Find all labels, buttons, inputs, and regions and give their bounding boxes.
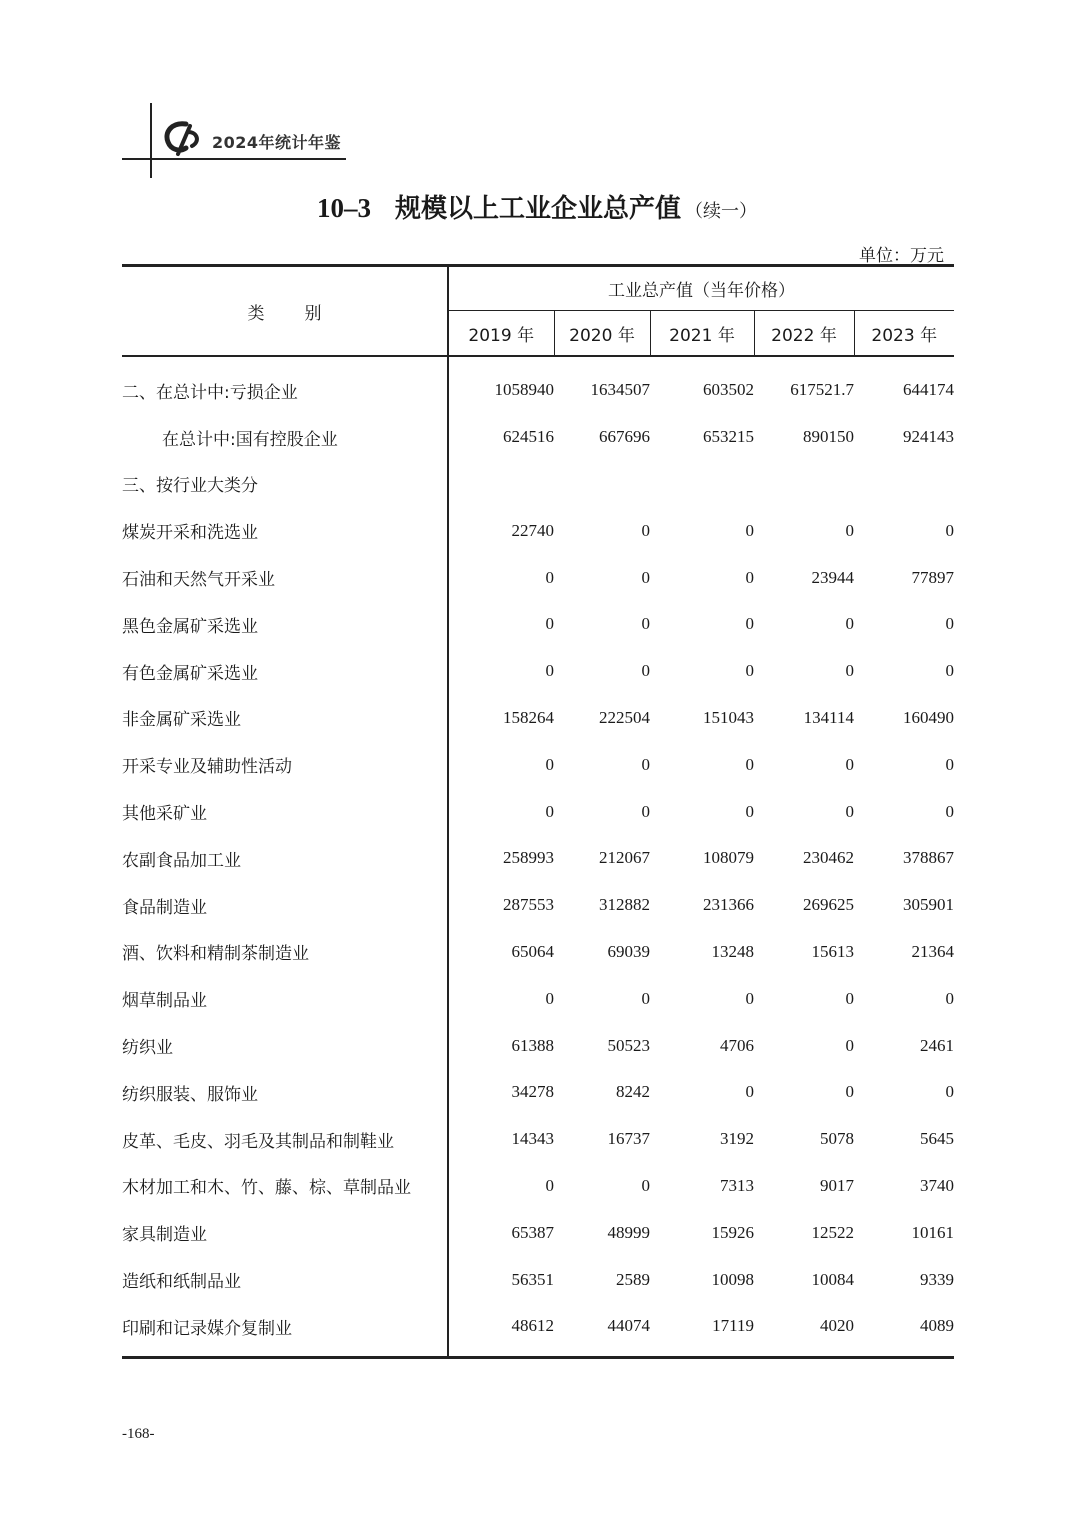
table-row xyxy=(122,1209,954,1256)
row-value: 0 xyxy=(545,754,554,774)
row-value: 7313 xyxy=(720,1175,754,1195)
category-header: 类别 xyxy=(122,266,448,357)
row-value: 5078 xyxy=(820,1129,854,1149)
row-value: 2461 xyxy=(920,1035,955,1055)
row-value: 4089 xyxy=(920,1316,955,1336)
row-category: 农副食品加工业 xyxy=(122,835,448,882)
table-continuation: （续一） xyxy=(685,201,757,222)
row-value: 0 xyxy=(545,988,554,1008)
row-value: 0 xyxy=(745,567,754,587)
row-category: 非金属矿采选业 xyxy=(122,695,448,742)
row-value: 1634507 xyxy=(590,380,650,400)
table-row xyxy=(122,601,954,648)
row-value: 378867 xyxy=(903,848,955,868)
row-value: 61388 xyxy=(511,1035,554,1055)
row-value: 14343 xyxy=(511,1129,554,1149)
row-value: 2589 xyxy=(616,1269,650,1289)
row-category: 木材加工和木、竹、藤、棕、草制品业 xyxy=(122,1163,448,1210)
row-value: 0 xyxy=(745,1082,754,1102)
row-category: 皮革、毛皮、羽毛及其制品和制鞋业 xyxy=(122,1116,448,1163)
table-row xyxy=(122,1256,954,1303)
table-row xyxy=(122,788,954,835)
row-value: 160490 xyxy=(903,707,955,727)
row-category: 造纸和纸制品业 xyxy=(122,1256,448,1303)
row-value: 212067 xyxy=(599,848,650,868)
row-value: 16737 xyxy=(607,1129,650,1149)
row-value: 0 xyxy=(641,520,650,540)
row-value: 0 xyxy=(945,801,955,821)
row-value: 0 xyxy=(545,801,554,821)
row-category: 纺织服装、服饰业 xyxy=(122,1069,448,1116)
row-value: 4020 xyxy=(820,1316,854,1336)
row-value: 0 xyxy=(641,988,650,1008)
row-value: 924143 xyxy=(903,427,955,447)
row-value: 134114 xyxy=(803,707,854,727)
row-value: 9017 xyxy=(820,1175,854,1195)
row-category: 二、在总计中:亏损企业 xyxy=(122,356,448,414)
row-value: 44074 xyxy=(607,1316,650,1336)
row-value: 890150 xyxy=(803,427,854,447)
table-row xyxy=(122,414,954,461)
row-category: 食品制造业 xyxy=(122,882,448,929)
row-value: 23944 xyxy=(811,567,854,587)
row-value: 0 xyxy=(845,754,854,774)
table-row xyxy=(122,507,954,554)
row-value: 0 xyxy=(945,1082,955,1102)
table-row xyxy=(122,554,954,601)
row-value: 15613 xyxy=(811,941,854,961)
group-header: 工业总产值（当年价格） xyxy=(448,266,954,311)
row-value: 17119 xyxy=(712,1316,754,1336)
row-category: 印刷和记录媒介复制业 xyxy=(122,1303,448,1357)
row-value: 0 xyxy=(945,754,955,774)
row-value: 65387 xyxy=(511,1222,554,1242)
row-category: 石油和天然气开采业 xyxy=(122,554,448,601)
row-value: 151043 xyxy=(703,707,754,727)
row-category: 黑色金属矿采选业 xyxy=(122,601,448,648)
row-value: 312882 xyxy=(599,895,650,915)
table-row xyxy=(122,1163,954,1210)
row-value: 0 xyxy=(845,614,854,634)
row-category: 其他采矿业 xyxy=(122,788,448,835)
row-value: 0 xyxy=(745,614,754,634)
row-value xyxy=(448,461,554,508)
row-value: 10161 xyxy=(911,1222,955,1242)
row-value: 0 xyxy=(745,801,754,821)
row-value: 0 xyxy=(845,520,854,540)
row-value: 0 xyxy=(845,988,854,1008)
yearbook-logo-icon xyxy=(160,118,204,158)
year-header: 2020 年 xyxy=(554,311,650,357)
row-value: 0 xyxy=(545,661,554,681)
table-row xyxy=(122,1303,954,1357)
year-header: 2023 年 xyxy=(854,311,954,357)
row-value: 48612 xyxy=(511,1316,554,1336)
table-title: 规模以上工业企业总产值 xyxy=(394,194,681,224)
row-value xyxy=(854,461,954,508)
row-value: 0 xyxy=(745,661,754,681)
table-row xyxy=(122,1069,954,1116)
row-category: 有色金属矿采选业 xyxy=(122,648,448,695)
row-value: 10098 xyxy=(711,1269,754,1289)
row-value: 222504 xyxy=(599,707,650,727)
row-category: 纺织业 xyxy=(122,1022,448,1069)
row-value: 0 xyxy=(945,614,955,634)
row-value: 0 xyxy=(845,1082,854,1102)
row-value: 667696 xyxy=(599,427,650,447)
header-rule-horizontal xyxy=(122,158,346,160)
row-value: 65064 xyxy=(511,941,554,961)
row-value: 0 xyxy=(745,988,754,1008)
row-value: 56351 xyxy=(511,1269,554,1289)
table-number: 10–3 xyxy=(316,193,371,223)
row-value: 9339 xyxy=(920,1269,955,1289)
row-value: 1058940 xyxy=(494,380,554,400)
table-row xyxy=(122,741,954,788)
row-value: 0 xyxy=(845,1035,854,1055)
row-value: 0 xyxy=(745,754,754,774)
row-value: 0 xyxy=(745,520,754,540)
row-value: 0 xyxy=(641,661,650,681)
table-row xyxy=(122,695,954,742)
row-value: 69039 xyxy=(607,941,650,961)
row-value: 158264 xyxy=(503,707,554,727)
row-category: 在总计中:国有控股企业 xyxy=(122,414,448,461)
row-value xyxy=(554,461,650,508)
table-row xyxy=(122,835,954,882)
row-value: 50523 xyxy=(607,1035,650,1055)
unit-label: 单位：万元 xyxy=(859,246,944,266)
row-value: 258993 xyxy=(503,848,554,868)
row-value: 644174 xyxy=(903,380,955,400)
year-header: 2021 年 xyxy=(650,311,754,357)
table-row xyxy=(122,929,954,976)
row-value: 34278 xyxy=(511,1082,554,1102)
row-value: 231366 xyxy=(703,895,754,915)
row-value xyxy=(754,461,854,508)
row-value: 603502 xyxy=(703,380,754,400)
row-value: 269625 xyxy=(803,895,854,915)
table-row xyxy=(122,975,954,1022)
header-rule-vertical xyxy=(150,103,152,178)
row-value: 3192 xyxy=(720,1129,754,1149)
table-row xyxy=(122,461,954,508)
row-value: 617521.7 xyxy=(790,380,854,400)
row-value: 13248 xyxy=(711,941,754,961)
row-value: 0 xyxy=(545,1175,554,1195)
row-value: 5645 xyxy=(920,1129,955,1149)
table-row xyxy=(122,1022,954,1069)
row-value: 0 xyxy=(641,567,650,587)
row-value: 287553 xyxy=(503,895,554,915)
data-table xyxy=(122,264,954,1359)
row-value: 108079 xyxy=(703,848,754,868)
row-category: 烟草制品业 xyxy=(122,975,448,1022)
row-category: 家具制造业 xyxy=(122,1209,448,1256)
row-value: 624516 xyxy=(503,427,554,447)
row-value: 4706 xyxy=(720,1035,754,1055)
row-value: 15926 xyxy=(711,1222,754,1242)
row-value: 21364 xyxy=(911,941,955,961)
row-value: 77897 xyxy=(911,567,955,587)
row-value: 0 xyxy=(545,567,554,587)
row-value: 0 xyxy=(641,801,650,821)
year-header: 2019 年 xyxy=(468,325,535,346)
row-value: 653215 xyxy=(703,427,754,447)
row-value: 12522 xyxy=(811,1222,854,1242)
table-body xyxy=(122,356,954,1357)
row-value: 0 xyxy=(641,1175,650,1195)
year-header: 2022 年 xyxy=(754,311,854,357)
table-row xyxy=(122,648,954,695)
row-value: 8242 xyxy=(616,1082,650,1102)
row-value: 0 xyxy=(641,754,650,774)
row-category: 酒、饮料和精制茶制造业 xyxy=(122,929,448,976)
table-row xyxy=(122,356,954,414)
page-title xyxy=(0,188,1074,225)
row-value: 10084 xyxy=(811,1269,854,1289)
row-value: 0 xyxy=(945,988,955,1008)
row-value: 0 xyxy=(945,520,955,540)
row-value: 230462 xyxy=(803,848,854,868)
table-row xyxy=(122,882,954,929)
row-value: 305901 xyxy=(903,895,955,915)
row-value: 0 xyxy=(641,614,650,634)
row-value: 0 xyxy=(845,801,854,821)
page-number: -168- xyxy=(122,1426,155,1442)
yearbook-label: 2024年统计年鉴 xyxy=(212,133,342,152)
row-category: 煤炭开采和洗选业 xyxy=(122,507,448,554)
row-value: 0 xyxy=(845,661,854,681)
row-value: 48999 xyxy=(607,1222,650,1242)
row-value: 0 xyxy=(945,661,955,681)
row-category: 三、按行业大类分 xyxy=(122,461,448,508)
row-category: 开采专业及辅助性活动 xyxy=(122,741,448,788)
table-row xyxy=(122,1116,954,1163)
row-value: 3740 xyxy=(920,1175,955,1195)
row-value xyxy=(650,461,754,508)
row-value: 0 xyxy=(545,614,554,634)
row-value: 22740 xyxy=(511,520,554,540)
